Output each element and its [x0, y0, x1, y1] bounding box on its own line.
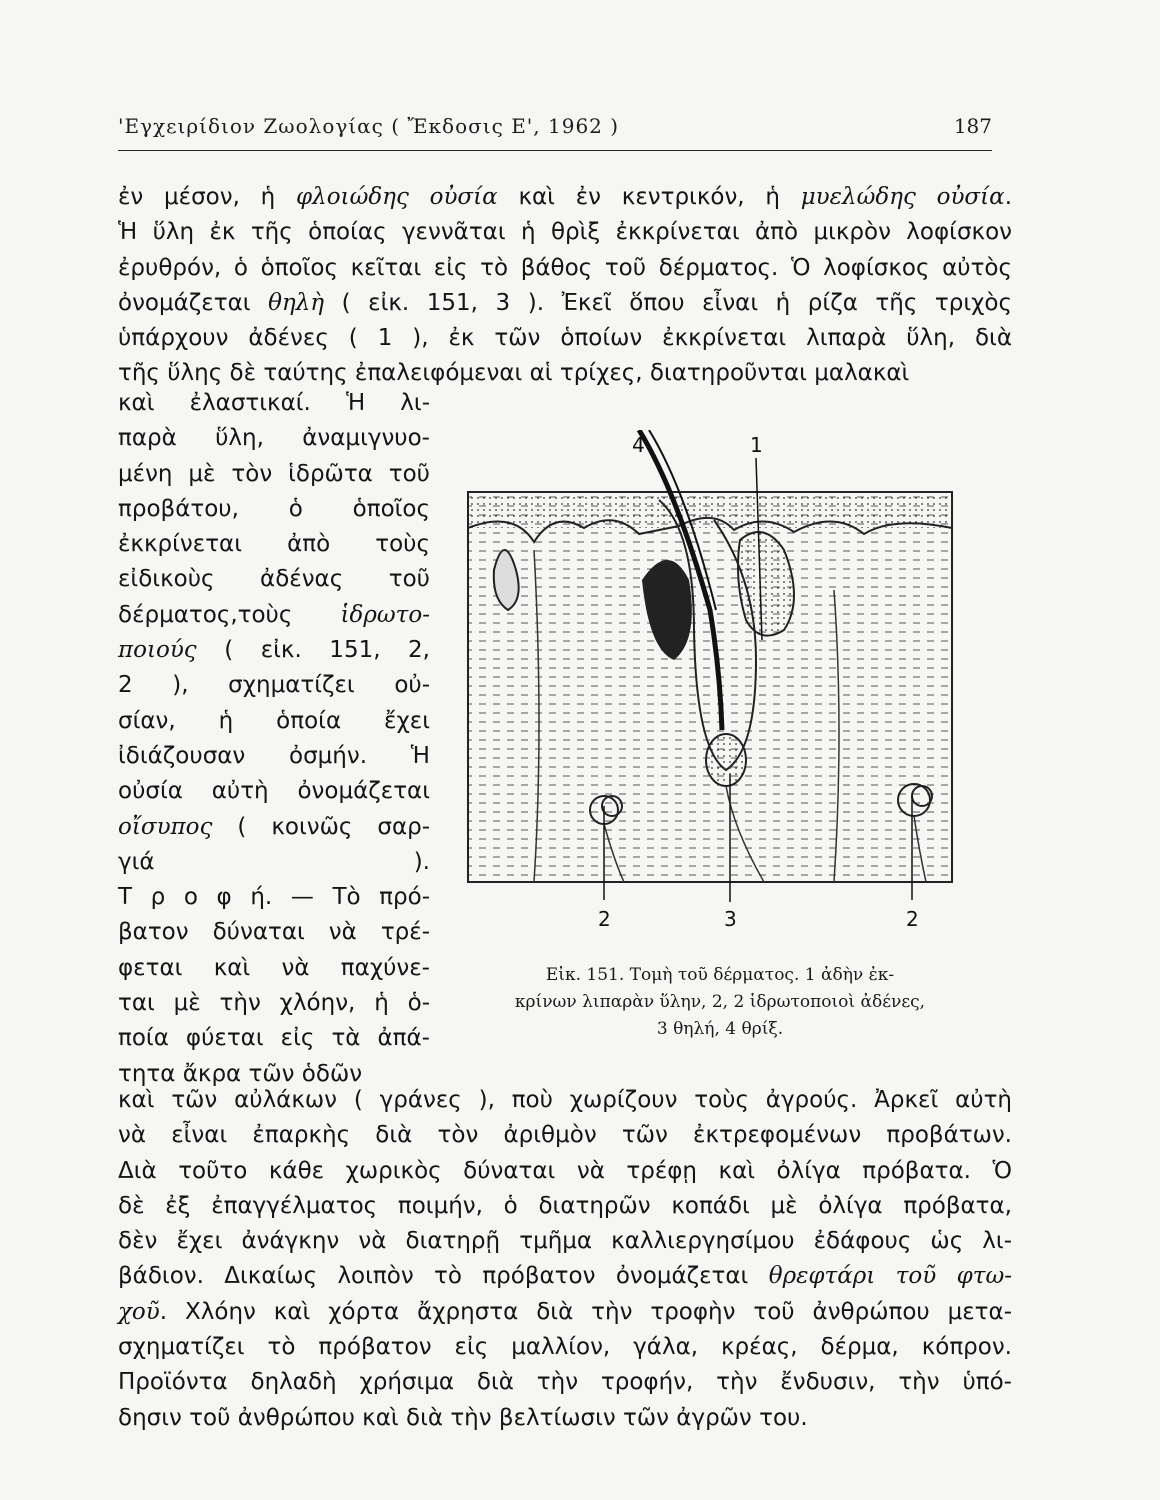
text-run: ἰδιάζουσαν ὀσμήν. Ἡ	[118, 742, 430, 769]
text-run: 2 ), σχηματίζει οὐ-	[118, 672, 430, 699]
header-rule	[118, 150, 992, 151]
text-run: ( εἰκ. 151, 3 ). Ἐκεῖ ὅπου εἶναι ἡ ρίζα τῆς τριχὸς	[324, 289, 1012, 316]
figure-caption	[470, 962, 970, 1043]
text-run: ἐν μέσον, ἡ	[118, 184, 297, 210]
text-run: εἰδικοὺς ἀδένας τοῦ	[118, 566, 430, 593]
text-run: βατον δύναται νὰ τρέ-	[118, 919, 430, 946]
text-line	[118, 774, 430, 809]
skin-section-figure	[464, 430, 972, 940]
text-line	[118, 386, 430, 421]
label-hair: 4	[632, 433, 645, 457]
label-sebaceous-gland: 1	[750, 433, 763, 457]
text-line	[118, 457, 430, 492]
text-line	[118, 1189, 1012, 1224]
text-line	[118, 986, 430, 1021]
text-line	[118, 845, 430, 880]
text-run: καὶ τῶν αὐλάκων ( γράνες ), ποὺ χωρίζουν τοὺς ἀγρούς. Ἀρκεῖ αὐτὴ	[118, 1087, 1012, 1113]
italic-term: ποιούς	[118, 637, 197, 664]
italic-term: χοῦ	[118, 1298, 160, 1325]
italic-term: ἱδρωτο-	[340, 601, 430, 628]
label-papilla: 3	[724, 907, 737, 931]
text-line	[118, 633, 430, 668]
text-run: ὀνομάζεται	[118, 289, 269, 316]
text-line	[118, 810, 430, 845]
text-run: τητα ἄκρα τῶν ὁδῶν	[118, 1060, 363, 1087]
text-run: σχηματίζει τὸ πρόβατον εἰς μαλλίον, γάλα, κρέας, δέρμα, κόπρον.	[118, 1334, 1012, 1361]
text-line	[118, 251, 1012, 286]
text-line	[118, 215, 1012, 250]
running-head	[118, 112, 992, 148]
label-sweat-gland-left: 2	[598, 907, 611, 931]
text-line	[118, 527, 430, 562]
text-run: δὲν ἔχει ἀνάγκην νὰ διατηρῇ τμῆμα καλλιεργησίμου ἐδάφους ὡς λι-	[118, 1228, 1012, 1255]
text-line	[118, 915, 430, 950]
text-line	[118, 421, 430, 456]
text-line	[118, 1118, 1012, 1153]
text-line	[118, 1365, 1012, 1400]
text-line	[118, 180, 1012, 215]
italic-term: φλοιώδης οὐσία	[296, 184, 498, 210]
bottom-paragraph	[118, 1083, 1012, 1436]
text-run: δησιν τοῦ ἀνθρώπου καὶ διὰ τὴν βελτίωσιν τῶν ἀγρῶν του.	[118, 1404, 808, 1431]
text-line	[118, 1295, 1012, 1330]
text-run: νὰ εἶναι ἐπαρκὴς διὰ τὸν ἀριθμὸν τῶν ἐκτρεφομένων προβάτων.	[118, 1122, 1012, 1149]
text-line	[118, 562, 430, 597]
text-run: ( εἰκ. 151, 2,	[196, 637, 430, 664]
text-run: τῆς ὕλης δὲ ταύτης ἐπαλειφόμεναι αἱ τρίχες, διατηροῦνται μαλακαὶ	[118, 360, 910, 387]
caption-line: κρίνων λιπαρὰν ὕλην, 2, 2 ἱδρωτοποιοὶ ἀδένες,	[514, 992, 926, 1012]
text-run: Ἡ ὕλη ἐκ τῆς ὁποίας γεννᾶται ἡ θρὶξ ἐκκρίνεται ἀπὸ μικρὸν λοφίσκον	[118, 219, 1012, 246]
text-run: ἐρυθρόν, ὁ ὁποῖος κεῖται εἰς τὸ βάθος τοῦ δέρματος. Ὁ λοφίσκος αὐτὸς	[118, 254, 1012, 281]
text-line	[118, 286, 1012, 321]
text-run: καὶ ἐλαστικαί. Ἡ λι-	[118, 390, 430, 416]
text-run: μένη μὲ τὸν ἱδρῶτα τοῦ	[118, 460, 430, 487]
text-run: δέρματος,τοὺς	[118, 601, 341, 628]
text-run: Τ ρ ο φ ή. — Τὸ πρό-	[118, 884, 430, 911]
text-run: δὲ ἐξ ἐπαγγέλματος ποιμήν, ὁ διατηρῶν κοπάδι μὲ ὀλίγα πρόβατα,	[118, 1192, 1012, 1219]
text-line	[118, 1083, 1012, 1118]
text-line	[118, 492, 430, 527]
text-line	[118, 739, 430, 774]
text-line	[118, 321, 1012, 356]
page-number: 187	[953, 114, 992, 138]
text-run: βάδιον. Δικαίως λοιπὸν τὸ πρόβατον ὀνομάζεται	[118, 1263, 769, 1290]
caption-line: 3 θηλή, 4 θρίξ.	[656, 1019, 784, 1039]
text-run: .	[1004, 184, 1012, 210]
book-title: 'Εγχειρίδιον Ζωολογίας ( Ἔκδοσις Ε', 1962 )	[118, 114, 620, 138]
italic-term: οἴσυπος	[118, 813, 213, 840]
text-run: ( κοινῶς σαρ-	[212, 813, 430, 840]
italic-term: μυελώδης οὐσία	[800, 184, 1005, 210]
side-column-text	[118, 386, 430, 1092]
text-run: σίαν, ἡ ὁποία ἔχει	[118, 707, 430, 734]
text-line	[118, 951, 430, 986]
caption-line: Εἰκ. 151. Τομὴ τοῦ δέρματος. 1 ἀδὴν ἐκ-	[545, 965, 895, 985]
text-run: παρὰ ὕλη, ἀναμιγνυο-	[118, 425, 430, 452]
text-run: ται μὲ τὴν χλόην, ἡ ὁ-	[118, 990, 430, 1017]
text-line	[118, 880, 430, 915]
top-paragraph	[118, 180, 1012, 392]
text-run: ἐκκρίνεται ἀπὸ τοὺς	[118, 531, 430, 558]
text-line	[118, 668, 430, 703]
text-run: ὑπάρχουν ἀδένες ( 1 ), ἐκ τῶν ὁποίων ἐκκρίνεται λιπαρὰ ὕλη, διὰ	[118, 325, 1012, 352]
text-run: προβάτου, ὁ ὁποῖος	[118, 495, 430, 522]
text-line	[118, 1154, 1012, 1189]
text-run: καὶ ἐν κεντρικόν, ἡ	[497, 184, 801, 210]
italic-term: θρεφτάρι τοῦ φτω-	[768, 1263, 1012, 1290]
text-run: γιά ).	[118, 848, 430, 875]
label-sweat-gland-right: 2	[906, 907, 919, 931]
italic-term: θηλὴ	[268, 289, 325, 316]
skin-section-drawing	[464, 430, 972, 940]
text-line	[118, 598, 430, 633]
text-line	[118, 1330, 1012, 1365]
text-line	[118, 1021, 430, 1056]
text-line	[118, 704, 430, 739]
text-line	[118, 1401, 1012, 1436]
text-line	[118, 1259, 1012, 1294]
text-run: . Χλόην καὶ χόρτα ἄχρηστα διὰ τὴν τροφὴν τοῦ ἀνθρώπου μετα-	[159, 1298, 1012, 1325]
text-run: Διὰ τοῦτο κάθε χωρικὸς δύναται νὰ τρέφῃ καὶ ὀλίγα πρόβατα. Ὁ	[118, 1157, 1012, 1184]
text-run: φεται καὶ νὰ παχύνε-	[118, 954, 430, 981]
text-run: Προϊόντα δηλαδὴ χρήσιμα διὰ τὴν τροφήν, τὴν ἔνδυσιν, τὴν ὑπό-	[118, 1369, 1012, 1396]
text-run: οὐσία αὐτὴ ὀνομάζεται	[118, 778, 430, 805]
skin-cross-section	[468, 430, 952, 882]
text-line	[118, 1224, 1012, 1259]
text-run: ποία φύεται εἰς τὰ ἀπά-	[118, 1025, 430, 1052]
